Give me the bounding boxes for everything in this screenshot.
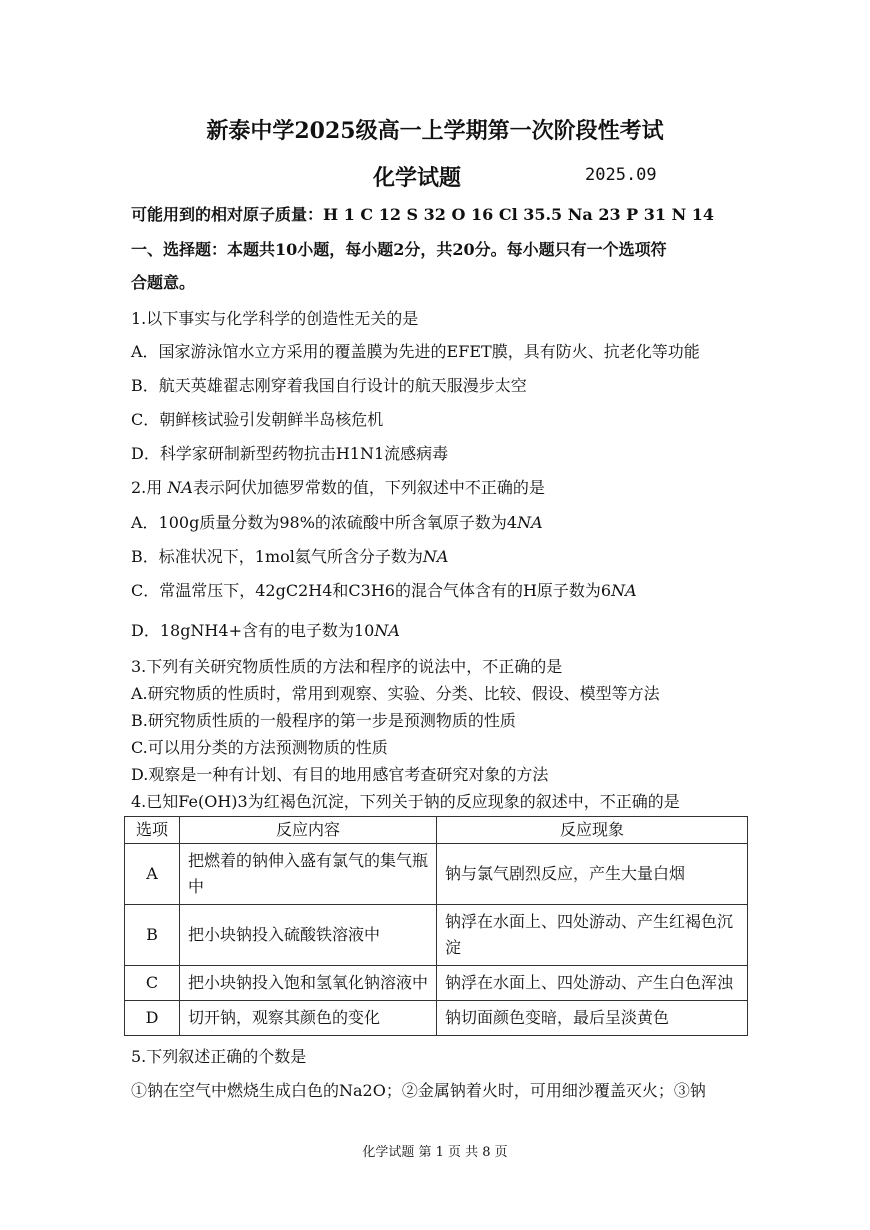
row-key: C xyxy=(125,966,180,1001)
q1-option-c: C．朝鲜核试验引发朝鲜半岛核危机 xyxy=(131,410,384,429)
row-key: B xyxy=(125,905,180,966)
atomic-masses: 可能用到的相对原子质量：H 1 C 12 S 32 O 16 Cl 35.5 Na 23 P 31 N 14 xyxy=(131,205,715,224)
q2-c-text: C．常温常压下，42gC2H4和C3H6的混合气体含有的H原子数为6 xyxy=(131,581,612,600)
row-phenomenon: 钠浮在水面上、四处游动、产生白色浑浊 xyxy=(437,966,748,1001)
table-row xyxy=(125,966,748,1001)
q2-a-text: A．100g质量分数为98%的浓硫酸中所含氧原子数为4 xyxy=(131,513,518,532)
row-phenomenon: 钠浮在水面上、四处游动、产生红褐色沉淀 xyxy=(437,905,748,966)
table-header-row xyxy=(125,817,748,844)
q1-option-d: D．科学家研制新型药物抗击H1N1流感病毒 xyxy=(131,444,449,463)
row-key: A xyxy=(125,844,180,905)
q2-option-c xyxy=(131,581,637,601)
table-header-option: 选项 xyxy=(125,817,180,844)
q3-stem: 3.下列有关研究物质性质的方法和程序的说法中，不正确的是 xyxy=(131,657,563,676)
q1-stem: 1.以下事实与化学科学的创造性无关的是 xyxy=(131,309,419,328)
q3-option-b: B.研究物质性质的一般程序的第一步是预测物质的性质 xyxy=(131,711,516,730)
row-content: 把小块钠投入饱和氢氧化钠溶液中 xyxy=(180,966,437,1001)
na-symbol: NA xyxy=(611,581,637,600)
q2-option-a xyxy=(131,513,543,533)
q4-table xyxy=(124,816,748,1036)
row-content: 把小块钠投入硫酸铁溶液中 xyxy=(180,905,437,966)
table-row xyxy=(125,1001,748,1036)
na-symbol: NA xyxy=(167,478,193,497)
subject-title: 化学试题 xyxy=(373,165,462,191)
q1-option-a: A．国家游泳馆水立方采用的覆盖膜为先进的EFET膜，具有防火、抗老化等功能 xyxy=(131,342,700,361)
q2-stem-post: 表示阿伏加德罗常数的值，下列叙述中不正确的是 xyxy=(192,478,545,497)
q2-stem-pre: 2.用 xyxy=(131,478,168,497)
page-footer: 化学试题 第 1 页 共 8 页 xyxy=(362,1145,508,1160)
na-symbol: NA xyxy=(374,621,400,640)
row-phenomenon: 钠切面颜色变暗，最后呈淡黄色 xyxy=(437,1001,748,1036)
q4-stem: 4.已知Fe(OH)3为红褐色沉淀，下列关于钠的反应现象的叙述中，不正确的是 xyxy=(131,792,680,811)
q1-option-b: B．航天英雄翟志刚穿着我国自行设计的航天服漫步太空 xyxy=(131,376,527,395)
row-phenomenon: 钠与氯气剧烈反应，产生大量白烟 xyxy=(437,844,748,905)
q2-option-b xyxy=(131,547,448,567)
na-symbol: NA xyxy=(517,513,543,532)
na-symbol: NA xyxy=(422,547,449,566)
q3-option-a: A.研究物质的性质时，常用到观察、实验、分类、比较、假设、模型等方法 xyxy=(131,684,660,703)
row-content: 切开钠，观察其颜色的变化 xyxy=(180,1001,437,1036)
section-heading-cont: 合题意。 xyxy=(131,273,196,292)
row-content: 把燃着的钠伸入盛有氯气的集气瓶中 xyxy=(180,844,437,905)
row-key: D xyxy=(125,1001,180,1036)
q2-b-text: B．标准状况下，1mol氦气所含分子数为 xyxy=(131,547,423,566)
exam-title: 新泰中学2025级高一上学期第一次阶段性考试 xyxy=(206,118,664,144)
table-row xyxy=(125,905,748,966)
exam-date: 2025.09 xyxy=(585,165,657,185)
q3-option-c: C.可以用分类的方法预测物质的性质 xyxy=(131,738,388,757)
q3-option-d: D.观察是一种有计划、有目的地用感官考查研究对象的方法 xyxy=(131,765,549,784)
q5-stem: 5.下列叙述正确的个数是 xyxy=(131,1047,307,1066)
q2-stem xyxy=(131,478,545,498)
table-header-content: 反应内容 xyxy=(180,817,437,844)
q2-option-d xyxy=(131,621,400,641)
q5-line1: ①钠在空气中燃烧生成白色的Na2O；②金属钠着火时，可用细沙覆盖灭火；③钠 xyxy=(131,1081,706,1100)
table-row xyxy=(125,844,748,905)
q2-d-text: D．18gNH4+含有的电子数为10 xyxy=(131,621,375,640)
table-header-phenomenon: 反应现象 xyxy=(437,817,748,844)
section-heading: 一、选择题：本题共10小题，每小题2分，共20分。每小题只有一个选项符 xyxy=(131,240,667,259)
